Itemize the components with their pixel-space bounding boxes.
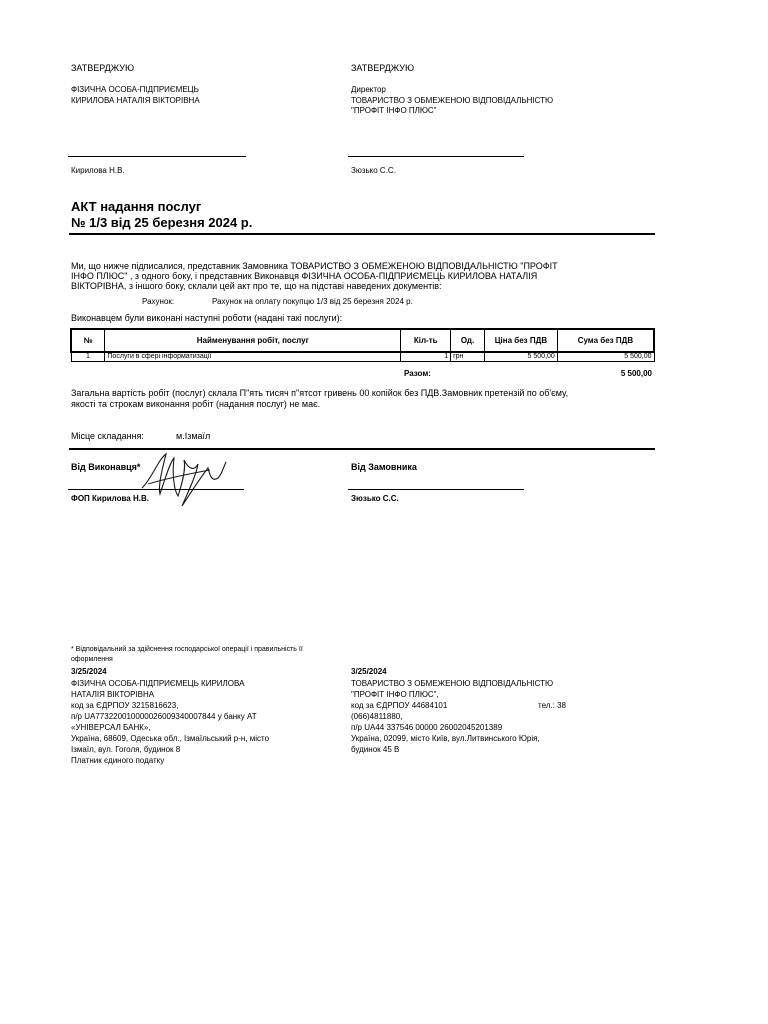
total-label: Разом:: [404, 369, 431, 378]
customer-label: Від Замовника: [351, 462, 417, 472]
left-signature-line: [68, 156, 246, 157]
services-table: [70, 328, 655, 362]
left-requisites-line: «УНІВЕРСАЛ БАНК»,: [71, 723, 151, 732]
place-value: м.Ізмаїл: [176, 431, 211, 441]
cell-number: 1: [71, 352, 105, 362]
right-customer-line2: "ПРОФІТ ІНФО ПЛЮС": [351, 106, 437, 115]
right-requisites-line: ТОВАРИСТВО З ОБМЕЖЕНОЮ ВІДПОВІДАЛЬНІСТЮ: [351, 679, 554, 688]
summary-line2: якості та строкам виконання робіт (надання послуг) не має.: [71, 399, 321, 409]
summary-line1: Загальна вартість робіт (послуг) склала П"ять тисяч п"ятсот гривень 00 копійок без ПДВ.Замовник претензій по об'єму,: [71, 388, 569, 398]
left-executor-line1: ФІЗИЧНА ОСОБА-ПІДПРИЄМЕЦЬ: [71, 85, 199, 94]
invoice-label: Рахунок:: [142, 297, 175, 306]
right-requisites-line: будинок 45 В: [351, 745, 400, 754]
col-header-unit: Од.: [451, 329, 485, 352]
right-requisites-phone: тел.: 38: [538, 701, 566, 710]
place-label: Місце складання:: [71, 431, 144, 441]
executor-name: ФОП Кирилова Н.В.: [71, 494, 149, 503]
left-requisites-line: код за ЄДРПОУ 3215816623,: [71, 701, 179, 710]
footnote-line1: * Відповідальний за здійснення господарської операції і правильність її: [71, 646, 303, 653]
left-requisites-date: 3/25/2024: [71, 667, 107, 676]
left-requisites-line: НАТАЛІЯ ВІКТОРІВНА: [71, 690, 155, 699]
cell-unit: грн: [451, 352, 485, 362]
intro-line2: ІНФО ПЛЮС" , з одного боку, і представник Виконавця ФІЗИЧНА ОСОБА-ПІДПРИЄМЕЦЬ КИРИЛОВА НАТАЛІЯ: [71, 271, 538, 281]
cell-qty: 1: [401, 352, 451, 362]
customer-sign-line: [348, 489, 524, 490]
works-note: Виконавцем були виконані наступні роботи (надані такі послуги):: [71, 313, 343, 323]
left-requisites-line: ФІЗИЧНА ОСОБА-ПІДПРИЄМЕЦЬ КИРИЛОВА: [71, 679, 245, 688]
customer-name: Зюзько С.С.: [351, 494, 399, 503]
right-position: Директор: [351, 85, 386, 94]
right-requisites-line: п/р UA44 337546 00000 26002045201389: [351, 723, 503, 732]
table-header-row: [71, 329, 654, 352]
left-signer-name: Кирилова Н.В.: [71, 166, 125, 175]
right-requisites-date: 3/25/2024: [351, 667, 387, 676]
title-rule: [69, 233, 655, 235]
executor-sign-line: [68, 489, 244, 490]
cell-name: Послуги в сфері інформатизації: [105, 352, 401, 362]
act-title: АКТ надання послуг: [71, 199, 202, 214]
col-header-price: Ціна без ПДВ: [485, 329, 558, 352]
left-approve-label: ЗАТВЕРДЖУЮ: [71, 63, 135, 73]
left-requisites-line: п/р UA773220010000026009340007844 у банку АТ: [71, 712, 257, 721]
right-approve-label: ЗАТВЕРДЖУЮ: [351, 63, 415, 73]
col-header-number: №: [71, 329, 105, 352]
invoice-value: Рахунок на оплату покупцю 1/3 від 25 березня 2024 р.: [212, 297, 413, 306]
handwritten-signature: [138, 448, 230, 510]
col-header-name: Найменування робіт, послуг: [105, 329, 401, 352]
right-customer-line1: ТОВАРИСТВО З ОБМЕЖЕНОЮ ВІДПОВІДАЛЬНІСТЮ: [351, 96, 554, 105]
intro-line1: Ми, що нижче підписалися, представник Замовника ТОВАРИСТВО З ОБМЕЖЕНОЮ ВІДПОВІДАЛЬНІСТЮ "ПРОФІТ: [71, 261, 558, 271]
executor-label: Від Виконавця*: [71, 462, 141, 472]
footnote-line2: оформлення: [71, 656, 113, 663]
right-requisites-line: (066)4811880,: [351, 712, 403, 721]
right-requisites-line: Україна, 02099, місто Київ, вул.Литвинського Юрія,: [351, 734, 540, 743]
cell-price: 5 500,00: [485, 352, 558, 362]
right-requisites-line: код за ЄДРПОУ 44684101: [351, 701, 448, 710]
total-value: 5 500,00: [620, 369, 652, 378]
right-requisites-line: "ПРОФІТ ІНФО ПЛЮС",: [351, 690, 439, 699]
left-requisites-line: Україна, 68609, Одеська обл., Ізмаїльський р-н, місто: [71, 734, 270, 743]
col-header-qty: Кіл-ть: [401, 329, 451, 352]
right-signature-line: [348, 156, 524, 157]
left-requisites-line: Платник єдиного податку: [71, 756, 165, 765]
act-number: № 1/3 від 25 березня 2024 р.: [71, 215, 253, 230]
left-requisites-line: Ізмаїл, вул. Гоголя, будинок 8: [71, 745, 181, 754]
cell-sum: 5 500,00: [557, 352, 654, 362]
left-executor-line2: КИРИЛОВА НАТАЛІЯ ВІКТОРІВНА: [71, 96, 200, 105]
right-signer-name: Зюзько С.С.: [351, 166, 396, 175]
col-header-sum: Сума без ПДВ: [557, 329, 654, 352]
table-row: [71, 352, 654, 362]
intro-line3: ВІКТОРІВНА, з іншого боку, склали цей акт про те, що на підставі наведених документів:: [71, 281, 442, 291]
